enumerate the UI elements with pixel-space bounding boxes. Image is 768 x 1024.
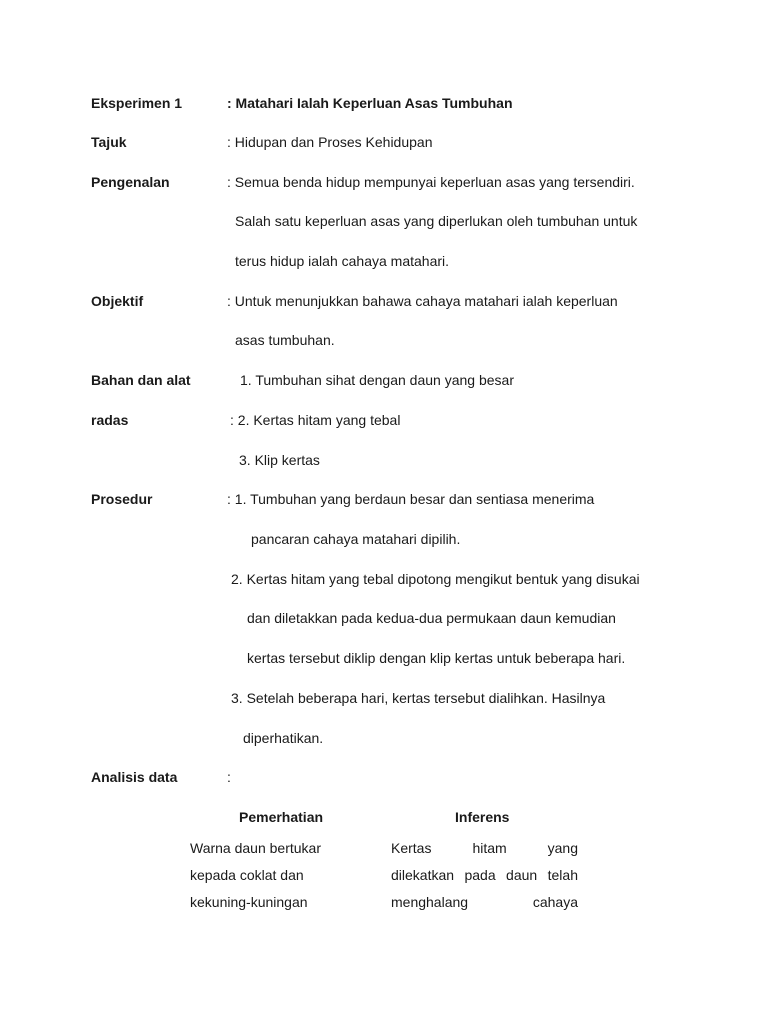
pengenalan-line: terus hidup ialah cahaya matahari. xyxy=(235,253,450,269)
experiment-title: : Matahari Ialah Keperluan Asas Tumbuhan xyxy=(227,95,513,111)
prosedur-line: kertas tersebut diklip dengan klip kertas untuk beberapa hari. xyxy=(247,650,626,666)
observation-line: kekuning-kuningan xyxy=(190,894,308,910)
prosedur-line: : 1. Tumbuhan yang berdaun besar dan sentiasa menerima xyxy=(227,491,595,507)
inference-line xyxy=(391,839,578,857)
bahan-label: Bahan dan alat xyxy=(91,372,191,388)
prosedur-line: dan diletakkan pada kedua-dua permukaan daun kemudian xyxy=(247,610,616,626)
prosedur-line: 3. Setelah beberapa hari, kertas tersebut dialihkan. Hasilnya xyxy=(231,690,606,706)
analisis-label: Analisis data xyxy=(91,769,178,785)
inference-word: pada xyxy=(464,867,496,883)
inference-word: hitam xyxy=(472,840,507,856)
inference-word: cahaya xyxy=(532,894,578,910)
inference-word: yang xyxy=(547,840,578,856)
inference-word: menghalang xyxy=(391,894,469,910)
prosedur-line: pancaran cahaya matahari dipilih. xyxy=(251,531,461,547)
inference-word: telah xyxy=(547,867,578,883)
prosedur-line: 2. Kertas hitam yang tebal dipotong mengikut bentuk yang disukai xyxy=(231,571,640,587)
inference-word: Kertas xyxy=(391,840,432,856)
bahan-item: 3. Klip kertas xyxy=(239,452,320,468)
observation-line: Warna daun bertukar xyxy=(190,840,321,856)
inference-line xyxy=(391,893,578,911)
prosedur-line: diperhatikan. xyxy=(243,730,324,746)
bahan-item: : 2. Kertas hitam yang tebal xyxy=(230,412,401,428)
inference-line xyxy=(391,866,578,884)
observation-line: kepada coklat dan xyxy=(190,867,304,883)
pengenalan-line: Salah satu keperluan asas yang diperlukan oleh tumbuhan untuk xyxy=(235,213,638,229)
objektif-label: Objektif xyxy=(91,293,144,309)
tajuk-label: Tajuk xyxy=(91,134,127,150)
table-header-inference: Inferens xyxy=(455,809,510,825)
inference-word: dilekatkan xyxy=(391,867,455,883)
analisis-colon: : xyxy=(227,769,231,785)
objektif-line: : Untuk menunjukkan bahawa cahaya matahari ialah keperluan xyxy=(227,293,618,309)
tajuk-value: : Hidupan dan Proses Kehidupan xyxy=(227,134,433,150)
prosedur-label: Prosedur xyxy=(91,491,153,507)
pengenalan-line: : Semua benda hidup mempunyai keperluan asas yang tersendiri. xyxy=(227,174,635,190)
objektif-line: asas tumbuhan. xyxy=(235,332,335,348)
bahan-label-cont: radas xyxy=(91,412,129,428)
bahan-item: 1. Tumbuhan sihat dengan daun yang besar xyxy=(240,372,514,388)
experiment-label: Eksperimen 1 xyxy=(91,95,183,111)
inference-word: daun xyxy=(506,867,538,883)
table-header-observation: Pemerhatian xyxy=(239,809,324,825)
pengenalan-label: Pengenalan xyxy=(91,174,170,190)
